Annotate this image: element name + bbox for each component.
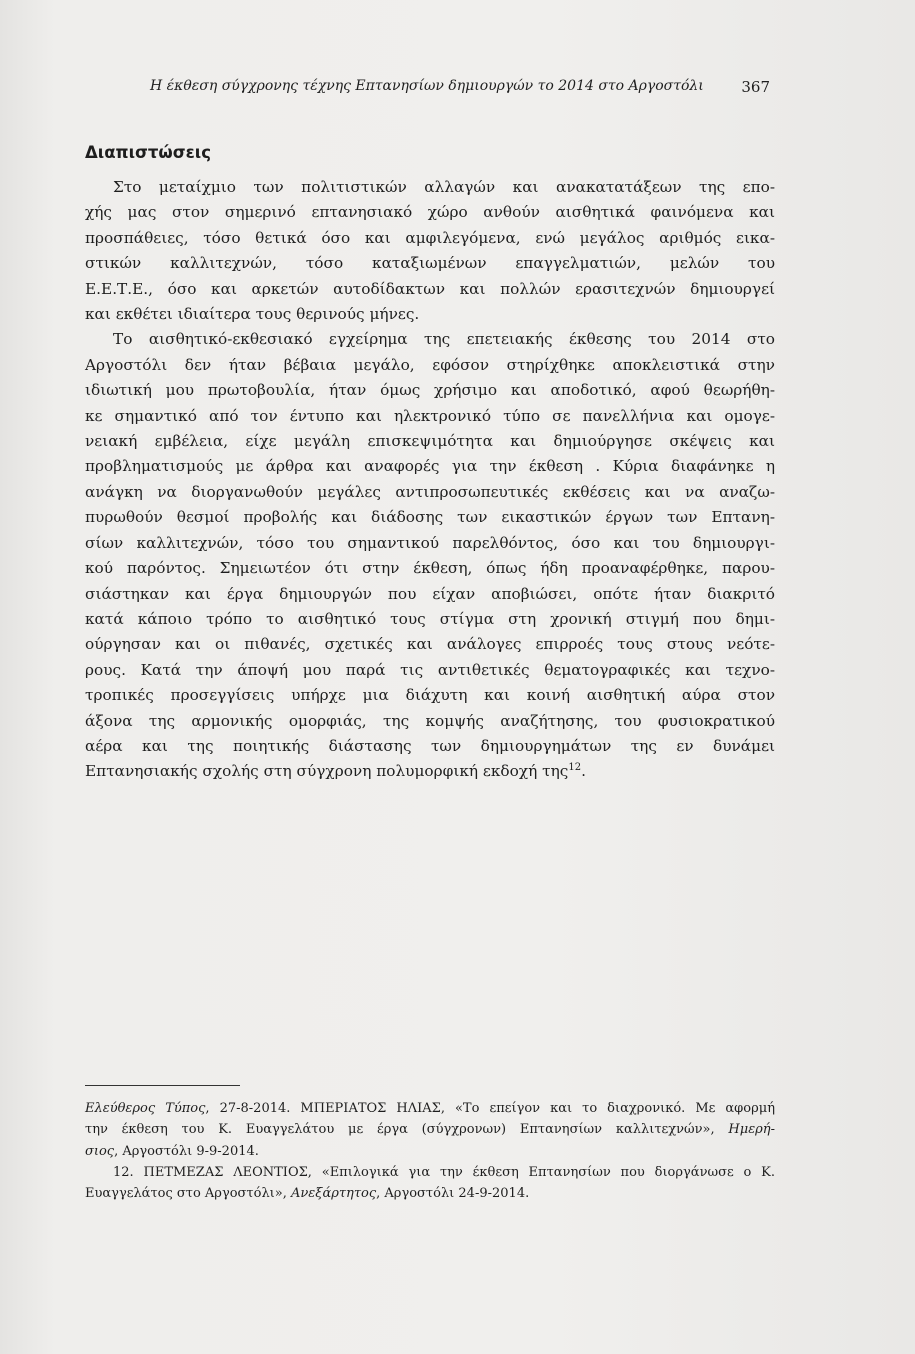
text-line: ρους. Κατά την άποψή μου παρά τις αντιθετικές θεματογραφικές και τεχνο- bbox=[85, 660, 775, 679]
footnote-reference[interactable]: 12 bbox=[568, 762, 582, 774]
text-line: Στο μεταίχμιο των πολιτιστικών αλλαγών και ανακατατάξεων της επο- bbox=[113, 178, 775, 196]
text-line: προσπάθειες, τόσο θετικά όσο και αμφιλεγόμενα, ενώ μεγάλος αριθμός εικα- bbox=[85, 228, 775, 247]
text-line: σιάστηκαν και έργα δημιουργών που είχαν αποβιώσει, οπότε ήταν διακριτό bbox=[85, 584, 775, 603]
final-line-text: Επτανησιακής σχολής στη σύγχρονη πολυμορφική εκδοχή της bbox=[85, 762, 569, 781]
footnote-text: την έκθεση του Κ. Ευαγγελάτου με έργα (σύγχρονων) Επτανησίων καλλιτεχνών», bbox=[85, 1122, 715, 1138]
text-line: πυρωθούν θεσμοί προβολής και διάδοσης των εικαστικών έργων των Επτανη- bbox=[85, 508, 775, 527]
footnote-12-line bbox=[85, 1162, 775, 1183]
footnote-text: , Αργοστόλι 9-9-2014. bbox=[114, 1143, 259, 1159]
section-heading: Διαπιστώσεις bbox=[85, 143, 211, 162]
running-header bbox=[150, 78, 770, 102]
text-line: κού παρόντος. Σημειωτέον ότι στην έκθεση, όπως ήδη προαναφέρθηκε, παρου- bbox=[85, 559, 775, 578]
text-line: κατά κάποιο τρόπο το αισθητικό τους στίγμα στη χρονική στιγμή που δημι- bbox=[85, 609, 775, 628]
text-line: Το αισθητικό-εκθεσιακό εγχείρημα της επετειακής έκθεσης του 2014 στο bbox=[113, 330, 775, 349]
text-line: σίων καλλιτεχνών, τόσο του σημαντικού παρελθόντος, όσο και του δημιουργι- bbox=[85, 533, 775, 552]
text-line: αέρα και της ποιητικής διάστασης των δημιουργημάτων της εν δυνάμει bbox=[85, 736, 775, 755]
paragraph-2 bbox=[85, 327, 775, 784]
publication-title: σιος bbox=[85, 1143, 115, 1159]
paragraph-1 bbox=[85, 175, 775, 327]
footnote-11-line bbox=[85, 1119, 775, 1140]
text-line: τροπικές προσεγγίσεις υπήρχε μια διάχυτη και κοινή αισθητική αύρα στον bbox=[85, 686, 775, 705]
publication-title: Ελεύθερος Τύπος bbox=[85, 1101, 206, 1116]
running-title: Η έκθεση σύγχρονης τέχνης Επτανησίων δημιουργών το 2014 στο Αργοστόλι bbox=[150, 78, 704, 94]
footnote-divider bbox=[85, 1085, 240, 1086]
text-line: ιδιωτική μου πρωτοβουλία, ήταν όμως χρήσιμο και αποδοτικό, αφού θεωρήθη- bbox=[85, 381, 775, 400]
text-line: προβληματισμούς με άρθρα και αναφορές για την έκθεση . Κύρια διαφάνηκε η bbox=[85, 457, 775, 476]
footnote-text: , Αργοστόλι 24-9-2014. bbox=[376, 1186, 530, 1202]
publication-title: Ανεξάρτητος bbox=[291, 1186, 377, 1202]
text-line: κε σημαντικό από τον έντυπο και ηλεκτρονικό τύπο σε πανελλήνια και ομογε- bbox=[85, 406, 775, 425]
text-line: χής μας στον σημερινό επτανησιακό χώρο ανθούν αισθητικά φαινόμενα και bbox=[85, 203, 775, 222]
text-line: Ε.Ε.Τ.Ε., όσο και αρκετών αυτοδίδακτων και πολλών ερασιτεχνών δημιουργεί bbox=[85, 279, 775, 298]
footnote-11-line bbox=[85, 1141, 775, 1162]
footnote-text: , 27-8-2014. ΜΠΕΡΙΑΤΟΣ ΗΛΙΑΣ, «Το επείγον και το διαχρονικό. Με αφορμή bbox=[205, 1101, 775, 1116]
page-number: 367 bbox=[741, 78, 770, 96]
text-line: στικών καλλιτεχνών, τόσο καταξιωμένων επαγγελματιών, μελών του bbox=[85, 254, 775, 273]
text-line: ανάγκη να διοργανωθούν μεγάλες αντιπροσωπευτικές εκθέσεις και να αναζω- bbox=[85, 482, 775, 501]
text-line: ούργησαν και οι πιθανές, σχετικές και ανάλογες επιρροές τους στους νεότε- bbox=[85, 635, 775, 654]
text-line: Αργοστόλι δεν ήταν βέβαια μεγάλο, εφόσον στηρίχθηκε αποκλειστικά στην bbox=[85, 355, 775, 374]
footnote-text: Ευαγγελάτος στο Αργοστόλι», bbox=[85, 1186, 287, 1202]
text-line: και εκθέτει ιδιαίτερα τους θερινούς μήνες. bbox=[85, 305, 420, 324]
body-text bbox=[85, 175, 775, 785]
footnotes bbox=[85, 1098, 775, 1204]
publication-title: Ημερή- bbox=[728, 1122, 775, 1138]
text-line-final: Επτανησιακής σχολής στη σύγχρονη πολυμορφική εκδοχή της$^{12}$. bbox=[85, 762, 586, 781]
footnote-text: 12. ΠΕΤΜΕΖΑΣ ΛΕΟΝΤΙΟΣ, «Επιλογικά για την έκθεση Επτανησίων που διοργάνωσε ο Κ. bbox=[113, 1164, 775, 1180]
text-line: άξονα της αρμονικής ομορφιάς, της κομψής αναζήτησης, του φυσιοκρατικού bbox=[85, 711, 775, 730]
text-line: νειακή εμβέλεια, είχε μεγάλη επισκεψιμότητα και δημιούργησε σκέψεις και bbox=[85, 432, 775, 451]
footnote-12-line bbox=[85, 1183, 775, 1204]
footnote-11-line bbox=[85, 1098, 775, 1119]
